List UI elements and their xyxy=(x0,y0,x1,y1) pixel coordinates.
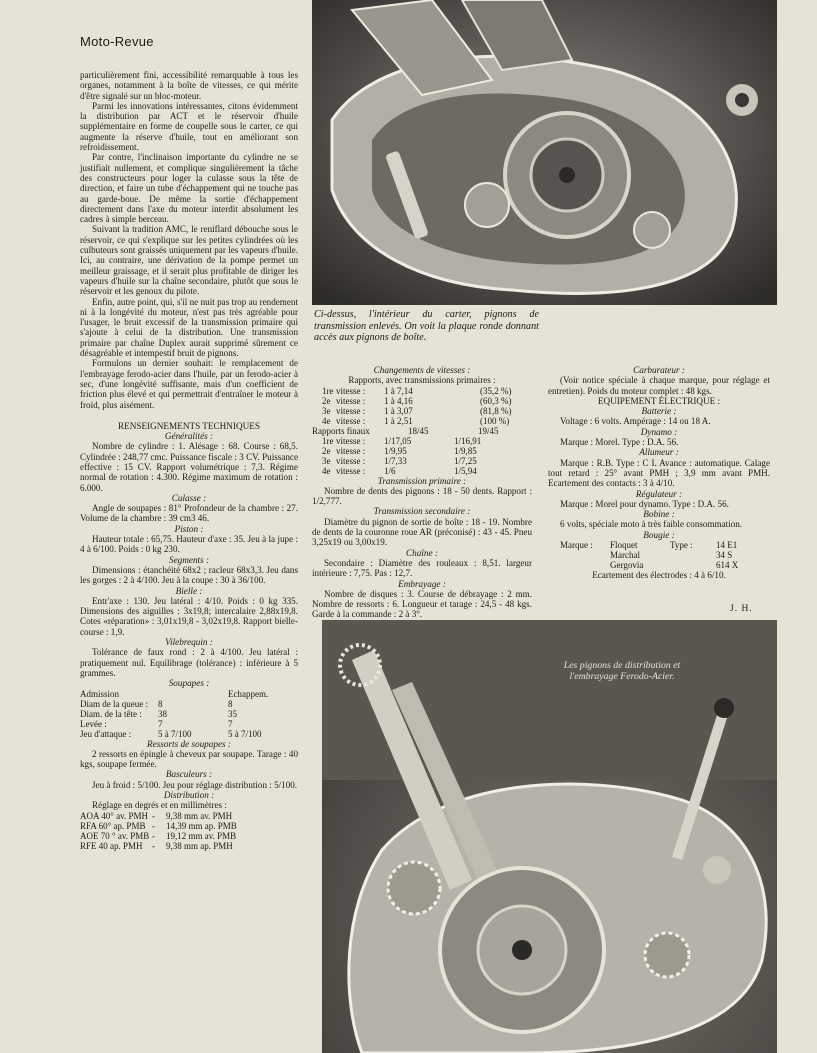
table-row: 3e vitesse : 1 à 3,07 (81,8 %) xyxy=(322,405,512,416)
engine-timing-gears-photo xyxy=(322,620,777,1053)
final-ratios-header: Rapports finaux 18/45 19/45 xyxy=(312,425,499,436)
table-row: Marque : Floquet Type : 14 E1 xyxy=(560,540,738,551)
timing-table xyxy=(80,811,298,851)
spec-paragraph: Nombre de disques : 3. Course de débrayage : 2 mm. Nombre de ressorts : 6. Longueur et tarage : 24,5 - 48 kgs. Garde à la commande : 2 à 3°. xyxy=(312,588,532,620)
section-heading: Culasse : xyxy=(171,492,207,503)
timing-gears-illustration xyxy=(322,620,777,1053)
table-row: AOA 40° av. PMH - 9,38 mm av. PMH xyxy=(80,810,233,821)
table-row: Diam. de la tête : 38 35 xyxy=(80,708,237,719)
crankcase-illustration xyxy=(312,0,777,305)
section-heading: Bougie : xyxy=(643,529,675,540)
section-heading: Segments : xyxy=(168,554,210,565)
section-heading: Bielle : xyxy=(175,585,203,596)
table-row: 3e vitesse : 1/7,33 1/7,25 xyxy=(322,455,477,466)
spec-paragraph: Dimensions : étanchéité 68x2 ; racleur 68x3,3. Jeu dans les gorges : 2 à 4/100. Jeu à la coupe : 30 à 36/100. xyxy=(80,564,298,586)
paragraph: particulièrement fini, accessibilité remarquable à tous les organes, notamment à la boîte de vitesses, ce qui mérite d'être signalé sur un bloc-moteur. xyxy=(80,70,298,101)
section-heading: Distribution : xyxy=(163,790,215,800)
section-heading: Batterie : xyxy=(641,406,677,417)
table-row: 1re vitesse : 1/17,05 1/16,91 xyxy=(322,435,482,446)
section-heading: Dynamo : xyxy=(640,426,678,437)
section-title: EQUIPEMENT ÉLECTRIQUE : xyxy=(597,395,721,406)
spec-paragraph: Jeu à froid : 5/100. Jeu pour réglage distribution : 5/100. xyxy=(92,779,298,790)
spec-paragraph: Hauteur totale : 65,75. Hauteur d'axe : 35. Jeu à la jupe : 4 à 6/100. Poids : 0 kg 230. xyxy=(80,534,298,555)
spec-paragraph: Réglage en degrés et en millimètres : xyxy=(92,800,227,811)
table-row: 4e vitesse : 1/6 1/5,94 xyxy=(322,465,477,476)
engine-crankcase-photo xyxy=(312,0,777,305)
spec-paragraph: Angle de soupapes : 81° Profondeur de la chambre : 27. Volume de la chambre : 39 cm3 46. xyxy=(80,503,298,524)
magazine-masthead: Moto-Revue xyxy=(80,34,154,49)
table-row: 2e vitesse : 1/9,95 1/9,85 xyxy=(322,445,477,456)
table-row: 1re vitesse : 1 à 7,14 (35,2 %) xyxy=(322,385,512,396)
section-heading: Allumeur : xyxy=(639,447,679,458)
section-heading: Généralités : xyxy=(164,431,214,442)
spec-paragraph: Marque : Morel pour dynamo. Type : D.A. 56. xyxy=(560,498,729,509)
section-heading: Changements de vitesses : xyxy=(373,365,471,375)
section-heading: Basculeurs : xyxy=(165,769,213,780)
spec-paragraph: 2 ressorts en épingle à cheveux par soupape. Tarage : 40 kgs, soupape fermée. xyxy=(80,748,298,770)
final-ratios-table xyxy=(312,436,532,476)
table-row: 2e vitesse : 1 à 4,16 (60,3 %) xyxy=(322,395,512,406)
spec-paragraph: (Voir notice spéciale à chaque marque, pour réglage et entretien). Poids du moteur complet : 48 kgs. xyxy=(548,375,770,396)
article-right-column xyxy=(548,365,770,580)
section-heading: Ressorts de soupapes : xyxy=(147,738,231,749)
section-heading: Soupapes : xyxy=(168,678,210,689)
section-heading: Piston : xyxy=(174,523,204,534)
paragraph: Suivant la tradition AMC, le reniflard débouche sous le réservoir, ce qui s'explique sur les petites cylindrées où les culbuteurs sont graissés uniquement par les vapeurs d'huile. Ici, au contraire, une dérivation de la pompe permet un meilleur graissage, et il serait plus profitable de diriger les vapeurs d'huile sur la chaîne secondaire, plutôt que sous le réservoir et les genoux du pilote. xyxy=(80,224,298,297)
article-middle-column xyxy=(312,365,532,620)
paragraph: Par contre, l'inclinaison importante du cylindre ne se justifiait nullement, et complique singulièrement la tâche des constructeurs pour loger la culasse sous la tête de direction, et faire un tube d'échappement qui ne touche pas au garde-boue. De même la sortie d'échappement directement dans l'axe du moteur interdit absolument les cadres à simple berceau. xyxy=(80,152,298,225)
spec-paragraph: 6 volts, spéciale moto à très faible consommation. xyxy=(560,519,743,530)
section-heading: Bobine : xyxy=(643,509,675,520)
table-row: RFE 40 ap. PMH - 9,38 mm ap. PMH xyxy=(80,840,233,851)
gear-ratios-table xyxy=(312,386,532,426)
spec-paragraph: Diamètre du pignon de sortie de boîte : 18 - 19. Nombre de dents de la couronne roue AR (préconisé) : 43 - 45. Pneu 3,25x19 ou 3,00x19. xyxy=(312,516,532,548)
photo-caption-bottom: Les pignons de distribution et l'embrayage Ferodo-Acier. xyxy=(563,660,681,682)
section-heading: Transmission secondaire : xyxy=(373,506,471,517)
table-row: 4e vitesse : 1 à 2,51 (100 %) xyxy=(322,415,510,426)
section-heading: Carburateur : xyxy=(633,365,685,375)
table-row: Levée : 7 7 xyxy=(80,718,233,729)
spec-paragraph: Nombre de dents des pignons : 18 - 50 dents. Rapport : 1/2,777. xyxy=(312,485,532,507)
section-heading: Régulateur : xyxy=(635,488,683,499)
table-row: Diam de la queue : 8 8 xyxy=(80,698,233,709)
spec-paragraph: Secondaire : Diamètre des rouleaux : 8,51. largeur intérieure : 7,75. Pas : 12,7. xyxy=(312,557,532,579)
spec-paragraph: Marque : R.B. Type : C I. Avance : automatique. Calage tout retard : 25° avant PMH ; 3,9 mm avant PMH. Ecartement des contacts : 3 à 4/10. xyxy=(548,457,770,489)
table-row: Jeu d'attaque : 5 à 7/100 5 à 7/100 xyxy=(80,728,262,739)
valves-table xyxy=(80,689,298,739)
spark-plug-table xyxy=(548,540,770,570)
paragraph: Parmi les innovations intéressantes, citons évidemment la distribution par ACT et le réservoir d'huile supplémentaire en forme de coupelle sous le carter, ce qui augmente la réserve d'huile, tout en améliorant son refroidissement. xyxy=(80,100,298,153)
spec-paragraph: Nombre de cylindre : 1. Alésage : 68. Course : 68,5. Cylindrée : 248,77 cmc. Puissance fiscale : 3 CV. Puissance effective : 15 CV. Rapport volumétrique : 7,3. Régime normal de rotation : 4.300. Régime maximum de rotation : 6.000. xyxy=(80,441,298,493)
spec-paragraph: Tolérance de faux rond : 2 à 4/100. Jeu latéral : pratiquement nul. Equilibrage (tolérance) : inférieure à 5 grammes. xyxy=(80,647,298,678)
paragraph: Formulons un dernier souhait: le remplacement de l'embrayage ferodo-acier dans l'huile, par un ferodo-acier à sec, d'une longévité suffisante, mais d'un coefficient de friction plus élevé et qui permettrait d'entraîner le moteur à froid, plus aisément. xyxy=(80,358,298,410)
table-row: AOE 70 ° av. PMB - 19,12 mm av. PMB xyxy=(80,830,237,841)
table-row: RFA 60° ap. PMB - 14,39 mm ap. PMB xyxy=(80,820,237,831)
photo-caption-top: Ci-dessus, l'intérieur du carter, pignons de transmission enlevés. On voit la plaque ronde donnant accès aux pignons de boîte. xyxy=(314,309,539,343)
author-signature: J. H. xyxy=(730,604,753,614)
table-row: Admission Echappem. xyxy=(80,688,269,699)
spec-line: Ecartement des électrodes : 4 à 6/10. xyxy=(592,570,726,581)
spec-paragraph: Marque : Morel. Type : D.A. 56. xyxy=(560,437,679,448)
section-heading: Chaîne : xyxy=(406,547,438,558)
section-heading: Transmission primaire : xyxy=(377,475,467,486)
section-heading: Vilebrequin : xyxy=(165,637,213,648)
article-left-column xyxy=(80,70,298,851)
spec-line: Rapports, avec transmissions primaires : xyxy=(348,375,496,386)
paragraph: Enfin, autre point, qui, s'il ne nuit pas trop au rendement ni à la longévité du moteur, n'est pas très agréable pour l'usager, le bruit excessif de la transmission primaire qui s'ajoute à celui de la distribution. Une transmission primaire par chaîne Duplex aurait supprimé sûrement ce désagréable et intempestif bruit de pignons. xyxy=(80,296,298,359)
table-row: Marchal 34 S xyxy=(610,550,733,561)
spec-paragraph: Voltage : 6 volts. Ampérage : 14 ou 18 A. xyxy=(560,416,711,427)
section-heading: Embrayage : xyxy=(398,578,446,589)
table-row: Gergovia 614 X xyxy=(610,560,739,571)
spec-paragraph: Entr'axe : 130. Jeu latéral : 4/10. Poids : 0 kg 335. Dimensions des aiguilles : 3x19,8; intercalaire 2,88x19,8. Cotes «réparation» : 3,01x19,8 - 3,02x19,8. Rapport bielle-course : 1,9. xyxy=(80,595,298,637)
tech-specs-title: RENSEIGNEMENTS TECHNIQUES xyxy=(118,420,260,431)
